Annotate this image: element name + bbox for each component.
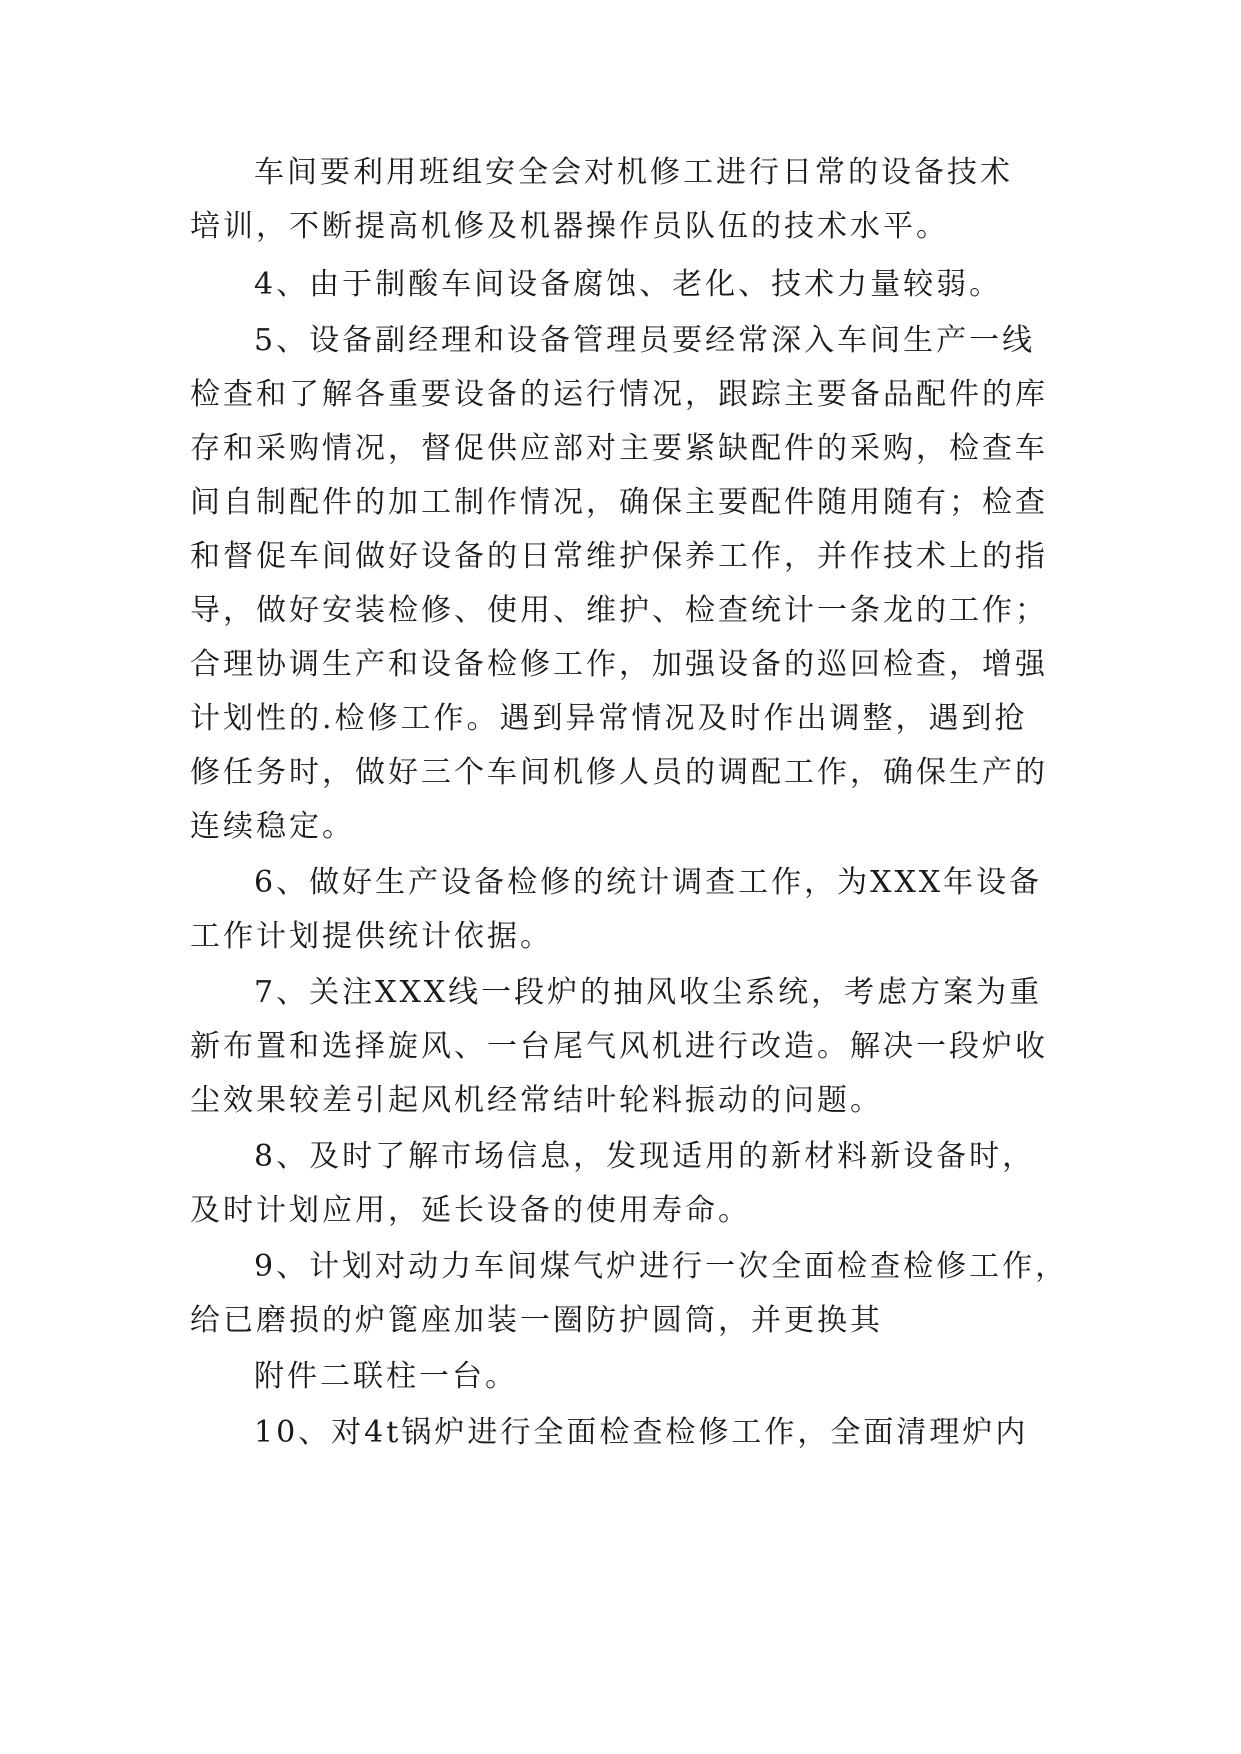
text-line: 工作计划提供统计依据。 <box>190 919 553 954</box>
text-line: 附件二联柱一台。 <box>254 1359 518 1394</box>
text-line: 存和采购情况，督促供应部对主要紧缺配件的采购，检查车 <box>190 431 1048 466</box>
text-line: 车间要利用班组安全会对机修工进行日常的设备技术 <box>254 155 1013 190</box>
text-line: 5、设备副经理和设备管理员要经常深入车间生产一线 <box>254 323 1036 358</box>
text-line: 10、对4t锅炉进行全面检查检修工作，全面清理炉内 <box>254 1415 1029 1450</box>
text-line: 计划性的.检修工作。遇到异常情况及时作出调整，遇到抢 <box>190 701 1028 736</box>
text-line: 合理协调生产和设备检修工作，加强设备的巡回检查，增强 <box>190 647 1048 682</box>
text-line: 培训，不断提高机修及机器操作员队伍的技术水平。 <box>190 209 949 244</box>
text-line: 及时计划应用，延长设备的使用寿命。 <box>190 1193 751 1228</box>
text-line: 修任务时，做好三个车间机修人员的调配工作，确保生产的 <box>190 755 1048 790</box>
text-line: 给已磨损的炉篦座加装一圈防护圆筒，并更换其 <box>190 1303 883 1338</box>
text-line: 4、由于制酸车间设备腐蚀、老化、技术力量较弱。 <box>254 267 1003 302</box>
text-line: 尘效果较差引起风机经常结叶轮料振动的问题。 <box>190 1083 883 1118</box>
text-line: 间自制配件的加工制作情况，确保主要配件随用随有；检查 <box>190 485 1048 520</box>
text-line: 8、及时了解市场信息，发现适用的新材料新设备时， <box>254 1139 1036 1174</box>
text-line: 9、计划对动力车间煤气炉进行一次全面检查检修工作， <box>254 1249 1069 1284</box>
text-line: 连续稳定。 <box>190 809 355 844</box>
text-line: 和督促车间做好设备的日常维护保养工作，并作技术上的指 <box>190 539 1048 574</box>
text-line: 6、做好生产设备检修的统计调查工作，为XXX年设备 <box>254 865 1043 900</box>
text-line: 检查和了解各重要设备的运行情况，跟踪主要备品配件的库 <box>190 377 1048 412</box>
text-line: 导，做好安装检修、使用、维护、检查统计一条龙的工作； <box>190 593 1048 628</box>
text-line: 新布置和选择旋风、一台尾气风机进行改造。解决一段炉收 <box>190 1029 1048 1064</box>
text-line: 7、关注XXX线一段炉的抽风收尘系统，考虑方案为重 <box>254 975 1043 1010</box>
